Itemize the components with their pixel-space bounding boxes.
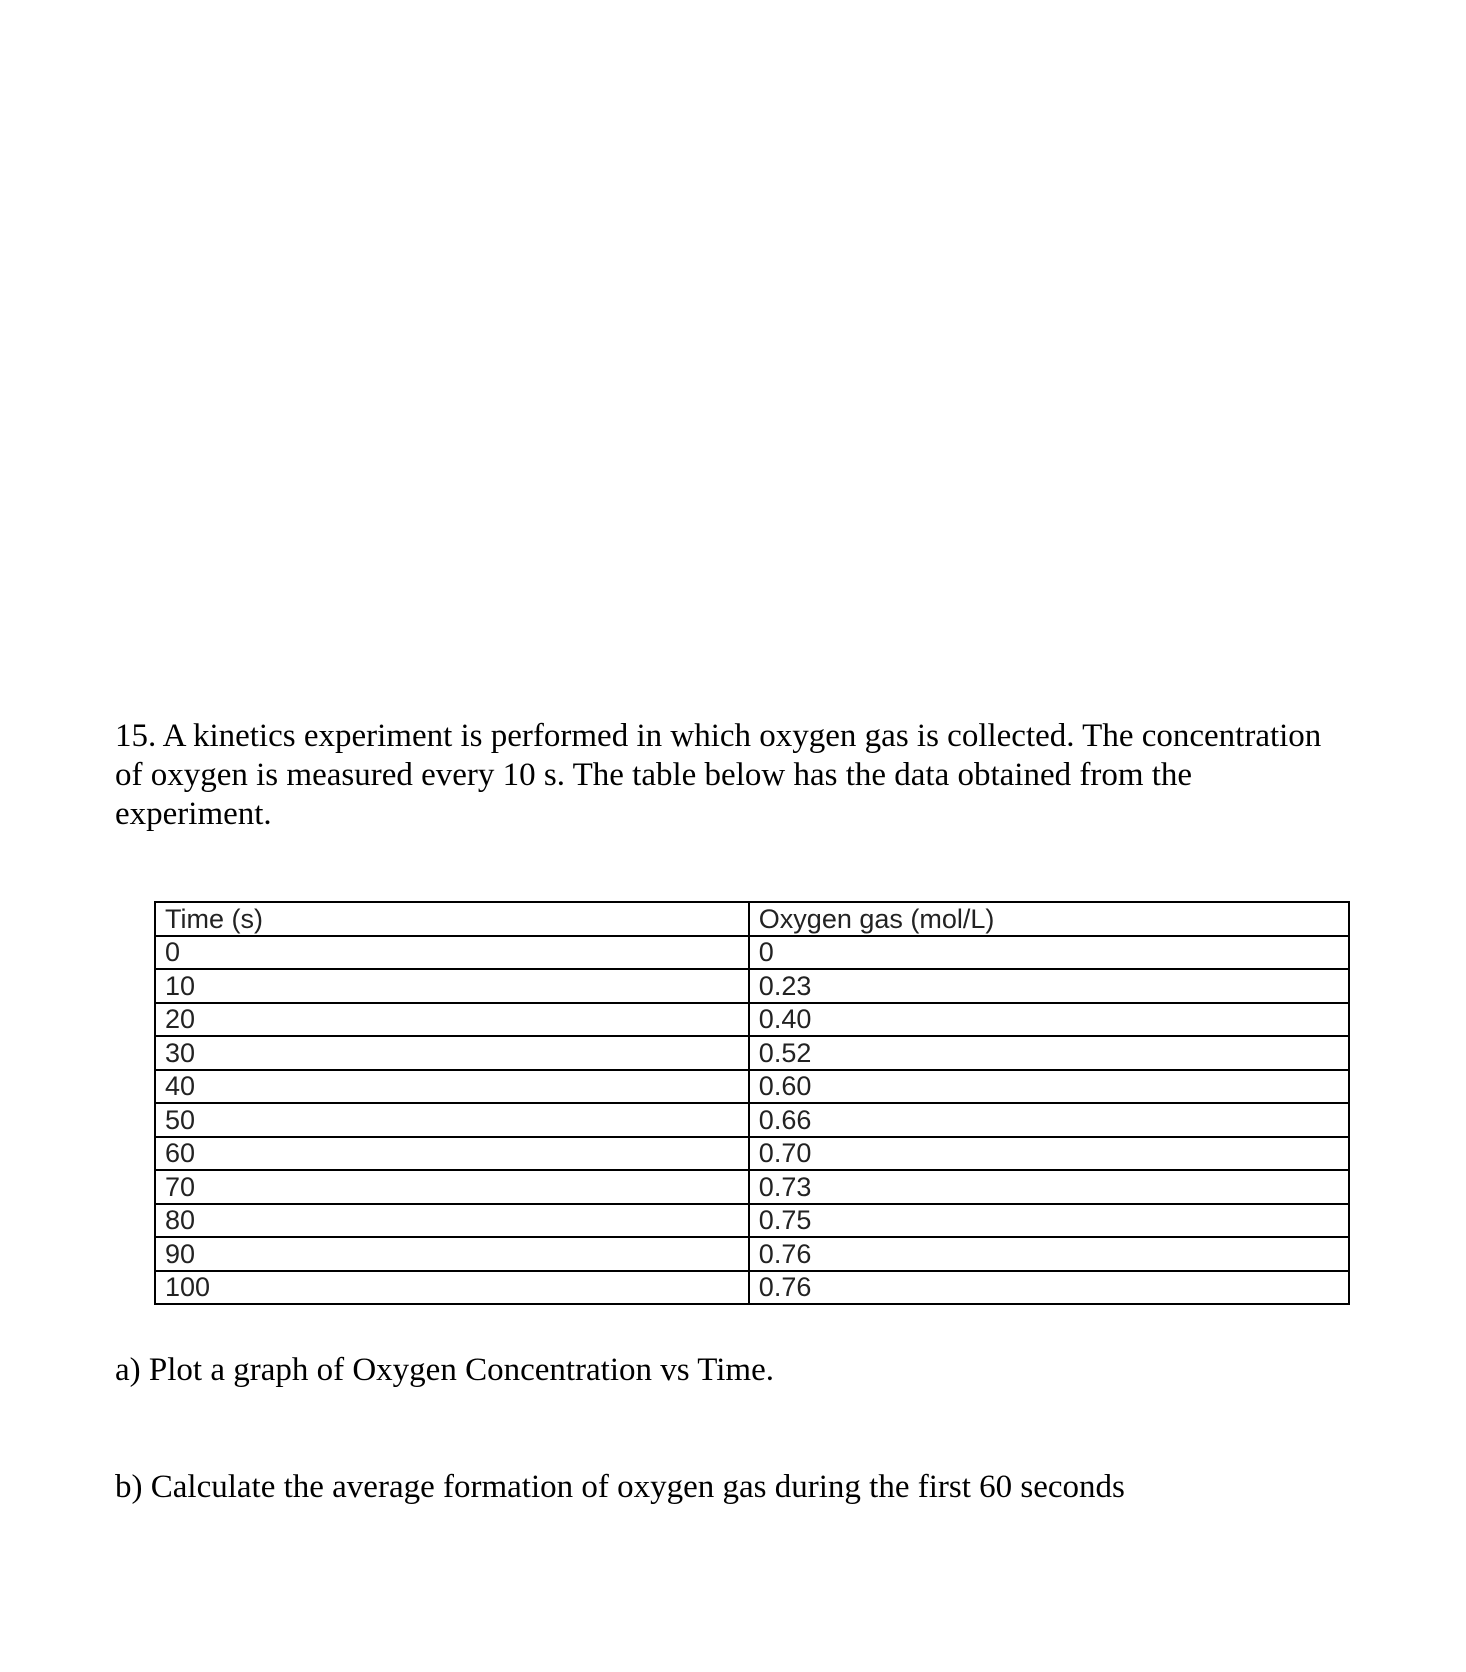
cell-time: 50 (155, 1103, 749, 1137)
part-b-prompt: b) Calculate the average formation of oxygen gas during the first 60 seconds (115, 1469, 1125, 1505)
cell-time: 20 (155, 1003, 749, 1037)
question-line-2: of oxygen is measured every 10 s. The table below has the data obtained from the (115, 757, 1193, 793)
cell-oxygen: 0.40 (749, 1003, 1349, 1037)
cell-time: 80 (155, 1204, 749, 1238)
table-row (155, 1137, 1349, 1171)
table-row (155, 969, 1349, 1003)
cell-oxygen: 0 (749, 936, 1349, 970)
table-row (155, 936, 1349, 970)
table-row (155, 1170, 1349, 1204)
cell-time: 60 (155, 1137, 749, 1171)
cell-oxygen: 0.23 (749, 969, 1349, 1003)
cell-oxygen: 0.60 (749, 1070, 1349, 1104)
question-line-3: experiment. (115, 796, 272, 832)
question-text (115, 717, 1375, 834)
cell-time: 40 (155, 1070, 749, 1104)
cell-time: 10 (155, 969, 749, 1003)
table-row (155, 1271, 1349, 1305)
header-time: Time (s) (155, 902, 749, 936)
data-table (154, 901, 1350, 1305)
cell-oxygen: 0.75 (749, 1204, 1349, 1238)
cell-oxygen: 0.73 (749, 1170, 1349, 1204)
table-row (155, 1237, 1349, 1271)
cell-oxygen: 0.76 (749, 1271, 1349, 1305)
table-row (155, 1070, 1349, 1104)
table-row (155, 1003, 1349, 1037)
cell-time: 100 (155, 1271, 749, 1305)
table-row (155, 1204, 1349, 1238)
question-line-1: 15. A kinetics experiment is performed in which oxygen gas is collected. The concentration (115, 718, 1322, 754)
cell-time: 30 (155, 1036, 749, 1070)
header-oxygen: Oxygen gas (mol/L) (749, 902, 1349, 936)
table-header-row (155, 902, 1349, 936)
table-row (155, 1036, 1349, 1070)
cell-oxygen: 0.76 (749, 1237, 1349, 1271)
cell-oxygen: 0.66 (749, 1103, 1349, 1137)
part-a-prompt: a) Plot a graph of Oxygen Concentration vs Time. (115, 1352, 775, 1388)
cell-time: 0 (155, 936, 749, 970)
cell-oxygen: 0.70 (749, 1137, 1349, 1171)
cell-time: 90 (155, 1237, 749, 1271)
cell-time: 70 (155, 1170, 749, 1204)
table-row (155, 1103, 1349, 1137)
cell-oxygen: 0.52 (749, 1036, 1349, 1070)
